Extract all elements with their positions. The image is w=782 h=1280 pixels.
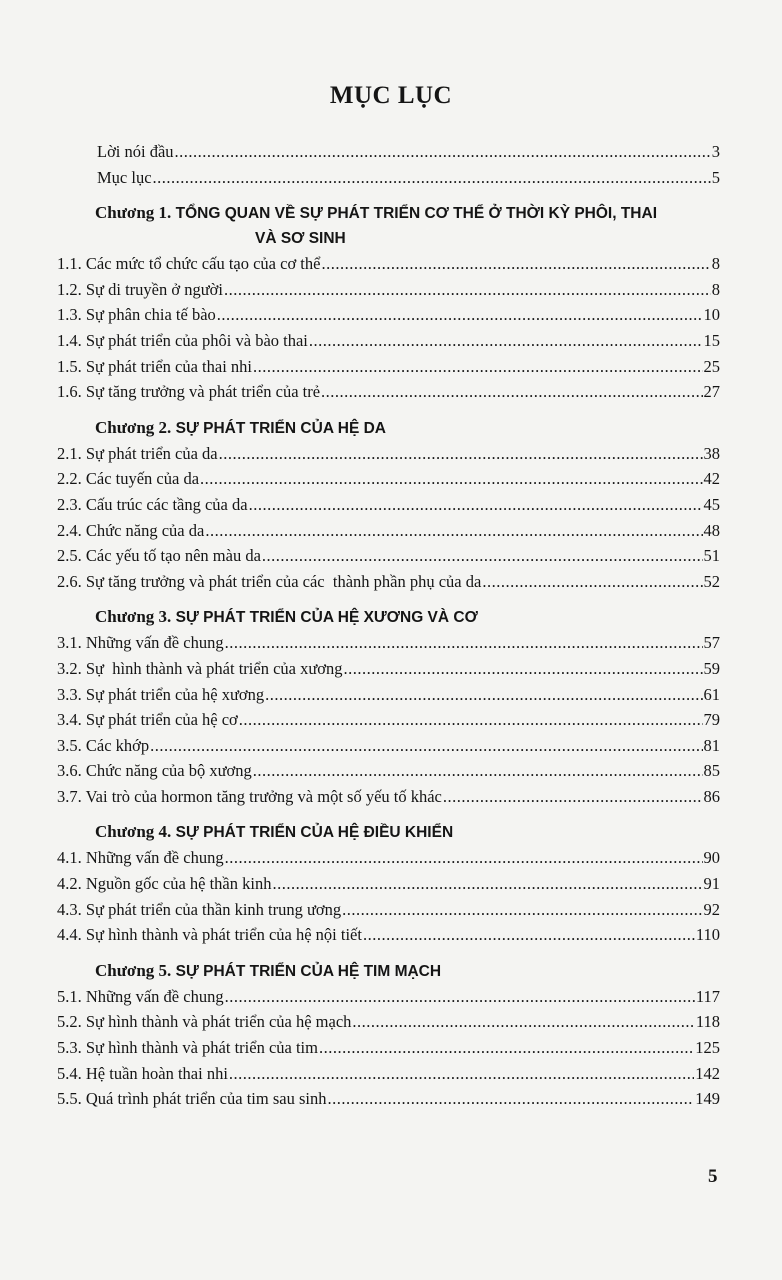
toc-entry (57, 871, 720, 897)
chapter-heading (57, 415, 720, 441)
dot-leader (225, 845, 703, 871)
toc-entry-page: 142 (695, 1063, 720, 1083)
toc-entry (57, 922, 720, 948)
toc-entry-label: 1.2. Sự di truyền ở người (57, 279, 223, 299)
toc-entry-page: 59 (703, 658, 720, 678)
chapter-title: SỰ PHÁT TRIỂN CỦA HỆ DA (175, 419, 386, 437)
toc-entry (57, 165, 720, 191)
toc-entry-page: 27 (703, 382, 720, 402)
toc-entry-label: 3.6. Chức năng của bộ xương (57, 761, 252, 781)
toc-entry-page: 85 (703, 761, 720, 781)
toc-entry-page: 52 (703, 571, 720, 591)
toc-entry-label: 5.5. Quá trình phát triển của tim sau sinh (57, 1089, 327, 1109)
chapter-title-continued: VÀ SƠ SINH (255, 230, 346, 248)
toc-entry-page: 86 (703, 786, 720, 806)
toc-entry-label: 5.1. Những vấn đề chung (57, 986, 224, 1006)
toc-entry-page: 8 (711, 279, 720, 299)
dot-leader (321, 379, 702, 405)
dot-leader (229, 1061, 694, 1087)
toc-entry-page: 38 (703, 443, 720, 463)
toc-entry-page: 118 (695, 1012, 720, 1032)
toc-entry-page: 48 (703, 520, 720, 540)
toc-entry (57, 682, 720, 708)
toc-entry-label: 3.2. Sự hình thành và phát triển của xương (57, 658, 343, 678)
toc-entry-page: 3 (711, 142, 720, 161)
toc-entry-label: 3.4. Sự phát triển của hệ cơ (57, 710, 238, 730)
toc-entry (57, 656, 720, 682)
toc-entry-page: 125 (695, 1038, 720, 1058)
chapter-heading (57, 200, 720, 251)
toc-entry (57, 441, 720, 467)
toc-entry (57, 569, 720, 595)
table-of-contents (57, 139, 720, 1112)
toc-entry-label: 1.1. Các mức tổ chức cấu tạo của cơ thể (57, 254, 321, 274)
toc-entry-page: 92 (703, 899, 720, 919)
dot-leader (253, 758, 703, 784)
dot-leader (225, 984, 695, 1010)
toc-entry (57, 758, 720, 784)
dot-leader (272, 871, 702, 897)
dot-leader (239, 707, 703, 733)
toc-entry-page: 149 (695, 1089, 720, 1109)
dot-leader (327, 1086, 694, 1112)
toc-entry-label: 4.1. Những vấn đề chung (57, 848, 224, 868)
chapter-heading (57, 604, 720, 630)
dot-leader (249, 492, 703, 518)
toc-entry (57, 354, 720, 380)
toc-entry (57, 1035, 720, 1061)
chapter-number: Chương 1. (95, 203, 172, 223)
toc-entry-page: 51 (703, 546, 720, 566)
chapter-number: Chương 3. (95, 607, 172, 627)
toc-entry-label: 2.6. Sự tăng trưởng và phát triển của các thành phần phụ của da (57, 571, 482, 591)
toc-entry-label: 2.3. Cấu trúc các tầng của da (57, 494, 248, 514)
toc-entry-label: 1.4. Sự phát triển của phôi và bào thai (57, 330, 308, 350)
toc-entry-label: 4.2. Nguồn gốc của hệ thần kinh (57, 874, 272, 894)
page-title: MỤC LỤC (329, 82, 453, 109)
toc-entry-label: 3.3. Sự phát triển của hệ xương (57, 684, 265, 704)
toc-entry (57, 139, 720, 165)
toc-entry (57, 1086, 720, 1112)
toc-entry-label: 2.4. Chức năng của da (57, 520, 205, 540)
toc-entry (57, 1061, 720, 1087)
toc-entry-label: 1.3. Sự phân chia tế bào (57, 305, 216, 325)
dot-leader (225, 630, 703, 656)
toc-entry-page: 81 (703, 735, 720, 755)
dot-leader (262, 543, 703, 569)
toc-entry-page: 45 (703, 494, 720, 514)
chapter-title: SỰ PHÁT TRIỂN CỦA HỆ XƯƠNG VÀ CƠ (175, 609, 478, 627)
toc-entry-page: 15 (703, 330, 720, 350)
dot-leader (224, 277, 711, 303)
dot-leader (363, 922, 695, 948)
toc-entry-page: 91 (703, 874, 720, 894)
dot-leader (253, 354, 703, 380)
toc-entry (57, 897, 720, 923)
toc-entry-page: 61 (703, 684, 720, 704)
toc-entry (57, 1009, 720, 1035)
toc-entry-page: 90 (703, 848, 720, 868)
chapter-title: SỰ PHÁT TRIỂN CỦA HỆ TIM MẠCH (175, 962, 442, 980)
page-number: 5 (708, 1166, 718, 1187)
toc-entry-label: 3.7. Vai trò của hormon tăng trưởng và một số yếu tố khác (57, 786, 442, 806)
toc-entry-page: 8 (711, 254, 720, 274)
toc-entry-page: 117 (695, 986, 720, 1006)
toc-entry-label: Lời nói đầu (97, 142, 174, 161)
toc-entry-label: 5.3. Sự hình thành và phát triển của tim (57, 1038, 318, 1058)
dot-leader (309, 328, 703, 354)
toc-entry (57, 518, 720, 544)
dot-leader (319, 1035, 694, 1061)
toc-entry-page: 42 (703, 469, 720, 489)
toc-entry (57, 379, 720, 405)
toc-entry-page: 5 (711, 167, 720, 187)
dot-leader (342, 897, 702, 923)
toc-entry-label: 4.3. Sự phát triển của thần kinh trung ương (57, 899, 342, 919)
toc-entry-page: 57 (703, 633, 720, 653)
chapter-number: Chương 5. (95, 960, 172, 980)
dot-leader (321, 251, 710, 277)
dot-leader (205, 518, 702, 544)
toc-entry (57, 328, 720, 354)
toc-entry (57, 251, 720, 277)
dot-leader (344, 656, 703, 682)
dot-leader (219, 441, 703, 467)
toc-entry (57, 492, 720, 518)
chapter-number: Chương 2. (95, 417, 172, 437)
toc-entry (57, 543, 720, 569)
toc-entry-label: 2.2. Các tuyến của da (57, 469, 200, 489)
toc-entry (57, 630, 720, 656)
toc-entry-page: 10 (703, 305, 720, 325)
toc-entry (57, 784, 720, 810)
chapter-heading (57, 819, 720, 845)
toc-entry-page: 79 (703, 710, 720, 730)
toc-entry (57, 707, 720, 733)
toc-entry-label: 2.5. Các yếu tố tạo nên màu da (57, 546, 261, 566)
toc-entry (57, 845, 720, 871)
chapter-number: Chương 4. (95, 822, 172, 842)
toc-entry (57, 466, 720, 492)
dot-leader (175, 139, 711, 165)
toc-entry-label: 5.4. Hệ tuần hoàn thai nhi (57, 1063, 228, 1083)
dot-leader (150, 733, 702, 759)
toc-entry-label: 1.6. Sự tăng trưởng và phát triển của trẻ (57, 382, 321, 402)
chapter-heading (57, 958, 720, 984)
dot-leader (482, 569, 702, 595)
toc-entry (57, 277, 720, 303)
dot-leader (153, 165, 711, 191)
chapter-title: TỔNG QUAN VỀ SỰ PHÁT TRIỂN CƠ THỂ Ở THỜI KỲ PHÔI, THAI (175, 205, 658, 223)
toc-entry-page: 25 (703, 356, 720, 376)
toc-entry-label: 4.4. Sự hình thành và phát triển của hệ nội tiết (57, 925, 362, 945)
toc-entry (57, 302, 720, 328)
dot-leader (265, 682, 702, 708)
dot-leader (200, 466, 702, 492)
toc-entry-label: 2.1. Sự phát triển của da (57, 443, 218, 463)
toc-entry (57, 984, 720, 1010)
toc-entry-label: 3.5. Các khớp (57, 735, 150, 755)
toc-entry (57, 733, 720, 759)
dot-leader (217, 302, 703, 328)
toc-entry-label: 1.5. Sự phát triển của thai nhi (57, 356, 252, 376)
dot-leader (443, 784, 703, 810)
toc-entry-label: 5.2. Sự hình thành và phát triển của hệ mạch (57, 1012, 352, 1032)
toc-entry-label: Mục lục (97, 167, 152, 187)
chapter-title: SỰ PHÁT TRIỂN CỦA HỆ ĐIỀU KHIỂN (175, 824, 454, 842)
toc-entry-page: 110 (695, 925, 720, 945)
dot-leader (352, 1009, 694, 1035)
toc-entry-label: 3.1. Những vấn đề chung (57, 633, 224, 653)
